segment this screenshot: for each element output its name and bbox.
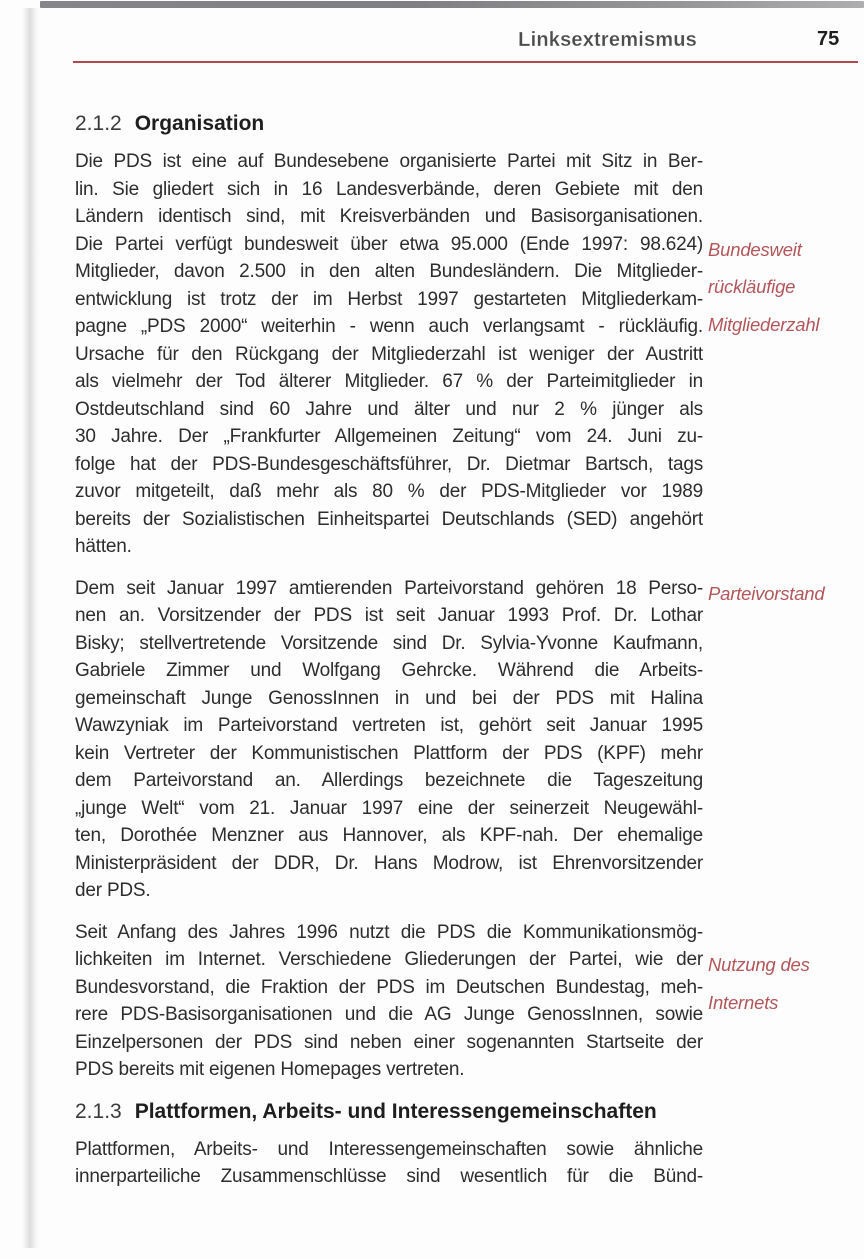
body-text-line: PDS bereits mit eigenen Homepages vertreten. [75,1059,465,1080]
margin-note-line: Bundesweit [708,238,802,260]
margin-note-line: Mitgliederzahl [708,313,820,335]
body-text-line: folge hat der PDS-Bundesgeschäftsführer, Dr. Dietmar Bartsch, tags [75,453,703,475]
page-number: 75 [817,28,840,50]
body-text-line: kein Vertreter der Kommunistischen Plattform der PDS (KPF) mehr [75,742,703,764]
body-text-line: lin. Sie gliedert sich in 16 Landesverbände, deren Gebiete mit den [75,178,703,200]
body-text-line: Seit Anfang des Jahres 1996 nutzt die PDS die Kommunikationsmög- [75,921,703,943]
body-text-line: Ostdeutschland sind 60 Jahre und älter und nur 2 % jünger als [75,398,703,420]
body-text-line: pagne „PDS 2000“ weiterhin - wenn auch verlangsamt - rückläufig. [75,316,703,337]
body-text-line: rere PDS-Basisorganisationen und die AG Junge GenossInnen, sowie [75,1004,703,1025]
body-text-line: Ministerpräsident der DDR, Dr. Hans Modrow, ist Ehrenvorsitzender [75,852,703,874]
body-text-line: Mitglieder, davon 2.500 in den alten Bundesländern. Die Mitglieder- [75,261,703,282]
body-text-line: 30 Jahre. Der „Frankfurter Allgemeinen Zeitung“ vom 24. Juni zu- [75,426,703,447]
margin-note-line: Nutzung des [708,954,810,975]
section-number: 2.1.3 [75,1099,122,1123]
body-text-line: der PDS. [75,880,151,901]
body-text-line: Bisky; stellvertretende Vorsitzende sind Dr. Sylvia-Yvonne Kaufmann, [75,632,703,654]
margin-note-line: rückläufige [708,276,796,297]
section-number: 2.1.2 [75,112,122,135]
page-body [75,100,825,1205]
section-heading [75,1098,703,1126]
body-text-line: hätten. [75,536,132,557]
section-title: Organisation [134,112,265,135]
scan-left-edge-shadow [22,8,40,1248]
margin-note [708,231,864,344]
body-text-line: nen an. Vorsitzender der PDS ist seit Januar 1993 Prof. Dr. Lothar [75,605,703,626]
body-text-line: Bundesvorstand, die Fraktion der PDS im Deutschen Bundestag, meh- [75,976,703,998]
section-title: Plattformen, Arbeits- und Interessengemeinschaften [134,1099,657,1123]
body-text-line: Ursache für den Rückgang der Mitgliederzahl ist weniger der Austritt [75,343,703,365]
body-text-line: ten, Dorothée Menzner aus Hannover, als KPF-nah. Der ehemalige [75,825,703,846]
paragraph [75,148,820,561]
running-header-title: Linksextremismus [518,29,697,51]
paragraph [75,919,810,1084]
body-text-line: Die Partei verfügt bundesweit über etwa 95.000 (Ende 1997: 98.624) [75,233,703,255]
scan-top-edge-artifact [40,1,864,8]
body-text-line: Ländern identisch sind, mit Kreisverbänden und Basisorganisationen. [75,206,703,227]
body-text-line: „junge Welt“ vom 21. Januar 1997 eine der seinerzeit Neugewähl- [75,797,703,819]
body-text-line: zuvor mitgeteilt, daß mehr als 80 % der PDS-Mitglieder vor 1989 [75,481,703,502]
body-text-line: Die PDS ist eine auf Bundesebene organisierte Partei mit Sitz in Ber- [75,151,703,172]
margin-note-line: Internets [708,991,779,1013]
body-text-line: lichkeiten im Internet. Verschiedene Gliederungen der Partei, wie der [75,949,703,970]
margin-note-line: Parteivorstand [708,582,825,604]
body-text-line: Einzelpersonen der PDS sind neben einer sogenannten Startseite der [75,1031,703,1053]
body-text-line: dem Parteivorstand an. Allerdings bezeichnete die Tageszeitung [75,770,703,791]
body-text-line: Gabriele Zimmer und Wolfgang Gehrcke. Während die Arbeits- [75,660,703,681]
header-rule-line [73,61,858,63]
body-text-line: bereits der Sozialistischen Einheitspartei Deutschlands (SED) angehört [75,508,703,530]
section-heading [75,110,703,138]
margin-note [708,946,864,1021]
body-text-line: als vielmehr der Tod älterer Mitglieder. 67 % der Parteimitglieder in [75,371,703,392]
body-text-line: innerparteiliche Zusammenschlüsse sind wesentlich für die Bünd- [75,1166,703,1187]
body-text-line: Wawzyniak im Parteivorstand vertreten ist, gehört seit Januar 1995 [75,715,703,736]
body-text-line: gemeinschaft Junge GenossInnen in und bei der PDS mit Halina [75,687,703,709]
paragraph [75,1136,703,1191]
body-text-line: entwicklung ist trotz der im Herbst 1997 gestarteten Mitgliederkam- [75,288,703,310]
margin-note [708,575,864,613]
paragraph [75,575,825,905]
body-text-line: Plattformen, Arbeits- und Interessengemeinschaften sowie ähnliche [75,1138,703,1160]
body-text-line: Dem seit Januar 1997 amtierenden Parteivorstand gehören 18 Perso- [75,577,703,599]
